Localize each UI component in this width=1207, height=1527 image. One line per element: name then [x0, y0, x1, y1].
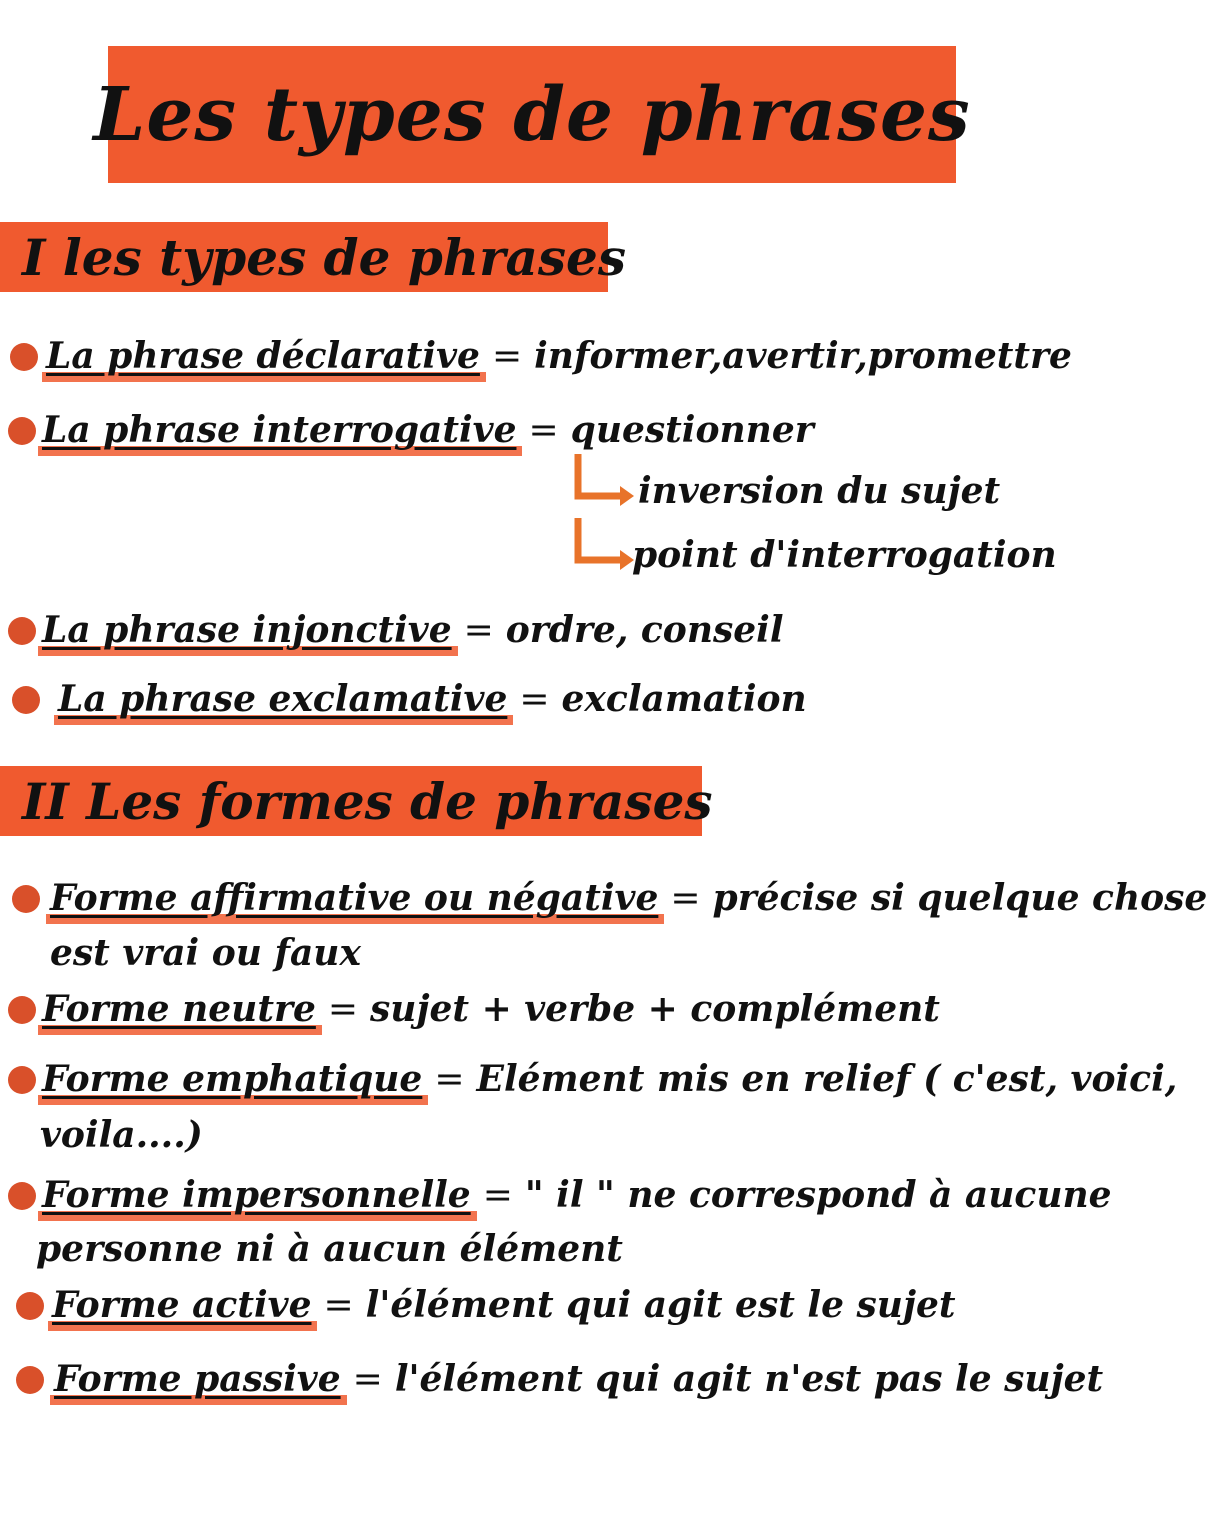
list-item: Forme affirmative ou négative = précise si quelque chose [50, 870, 1207, 927]
list-item: Forme impersonnelle = " il " ne correspond à aucune [42, 1167, 1112, 1224]
item-term: Forme active [52, 1277, 311, 1333]
bullet-icon [16, 1292, 44, 1320]
item-term: Forme passive [54, 1351, 341, 1407]
item-definition: précise si quelque chose [712, 877, 1207, 919]
item-term: La phrase injonctive [42, 602, 452, 658]
item-continuation: voila....) [40, 1114, 203, 1156]
page-title: Les types de phrases [93, 71, 971, 158]
item-term: Forme emphatique [42, 1051, 422, 1107]
list-item: La phrase déclarative = informer,avertir,promettre [46, 328, 1072, 385]
bullet-icon [8, 996, 36, 1024]
item-definition: sujet + verbe + complément [370, 988, 940, 1030]
bullet-icon [8, 1182, 36, 1210]
item-definition: exclamation [561, 678, 807, 720]
item-term: Forme impersonnelle [42, 1167, 471, 1223]
bullet-icon [12, 686, 40, 714]
list-item: La phrase injonctive = ordre, conseil [42, 602, 784, 659]
item-continuation: personne ni à aucun élément [36, 1228, 623, 1270]
arrow-icon [570, 452, 636, 508]
list-item: La phrase interrogative = questionner [42, 402, 814, 459]
item-definition: ordre, conseil [505, 609, 784, 651]
item-term: Forme neutre [42, 981, 316, 1037]
bullet-icon [16, 1366, 44, 1394]
subpoint: inversion du sujet [638, 470, 1001, 512]
bullet-icon [8, 617, 36, 645]
bullet-icon [8, 417, 36, 445]
item-definition: Elément mis en relief ( c'est, voici, [476, 1058, 1178, 1100]
bullet-icon [8, 1066, 36, 1094]
list-item: Forme passive = l'élément qui agit n'est pas le sujet [54, 1351, 1103, 1408]
item-definition: l'élément qui agit est le sujet [365, 1284, 956, 1326]
list-item: Forme active = l'élément qui agit est le sujet [52, 1277, 956, 1334]
item-definition: questionner [570, 409, 814, 451]
subpoint: point d'interrogation [632, 534, 1057, 576]
list-item: Forme neutre = sujet + verbe + complément [42, 981, 940, 1038]
item-term: La phrase déclarative [46, 328, 480, 384]
item-term: La phrase interrogative [42, 402, 516, 458]
item-definition: informer,avertir,promettre [534, 335, 1072, 377]
title-banner [93, 46, 971, 183]
item-term: La phrase exclamative [58, 671, 507, 727]
arrow-icon [570, 516, 636, 572]
section-2-banner [0, 766, 713, 836]
bullet-icon [10, 343, 38, 371]
section-1-banner [0, 222, 626, 292]
bullet-icon [12, 885, 40, 913]
item-definition: l'élément qui agit n'est pas le sujet [394, 1358, 1104, 1400]
item-continuation: est vrai ou faux [50, 932, 361, 974]
section-2-heading: II Les formes de phrases [22, 771, 713, 831]
item-definition: " il " ne correspond à aucune [524, 1174, 1112, 1216]
item-term: Forme affirmative ou négative [50, 870, 658, 926]
list-item: Forme emphatique = Elément mis en relief ( c'est, voici, [42, 1051, 1177, 1108]
list-item: La phrase exclamative = exclamation [58, 671, 807, 728]
section-1-heading: I les types de phrases [22, 227, 626, 287]
